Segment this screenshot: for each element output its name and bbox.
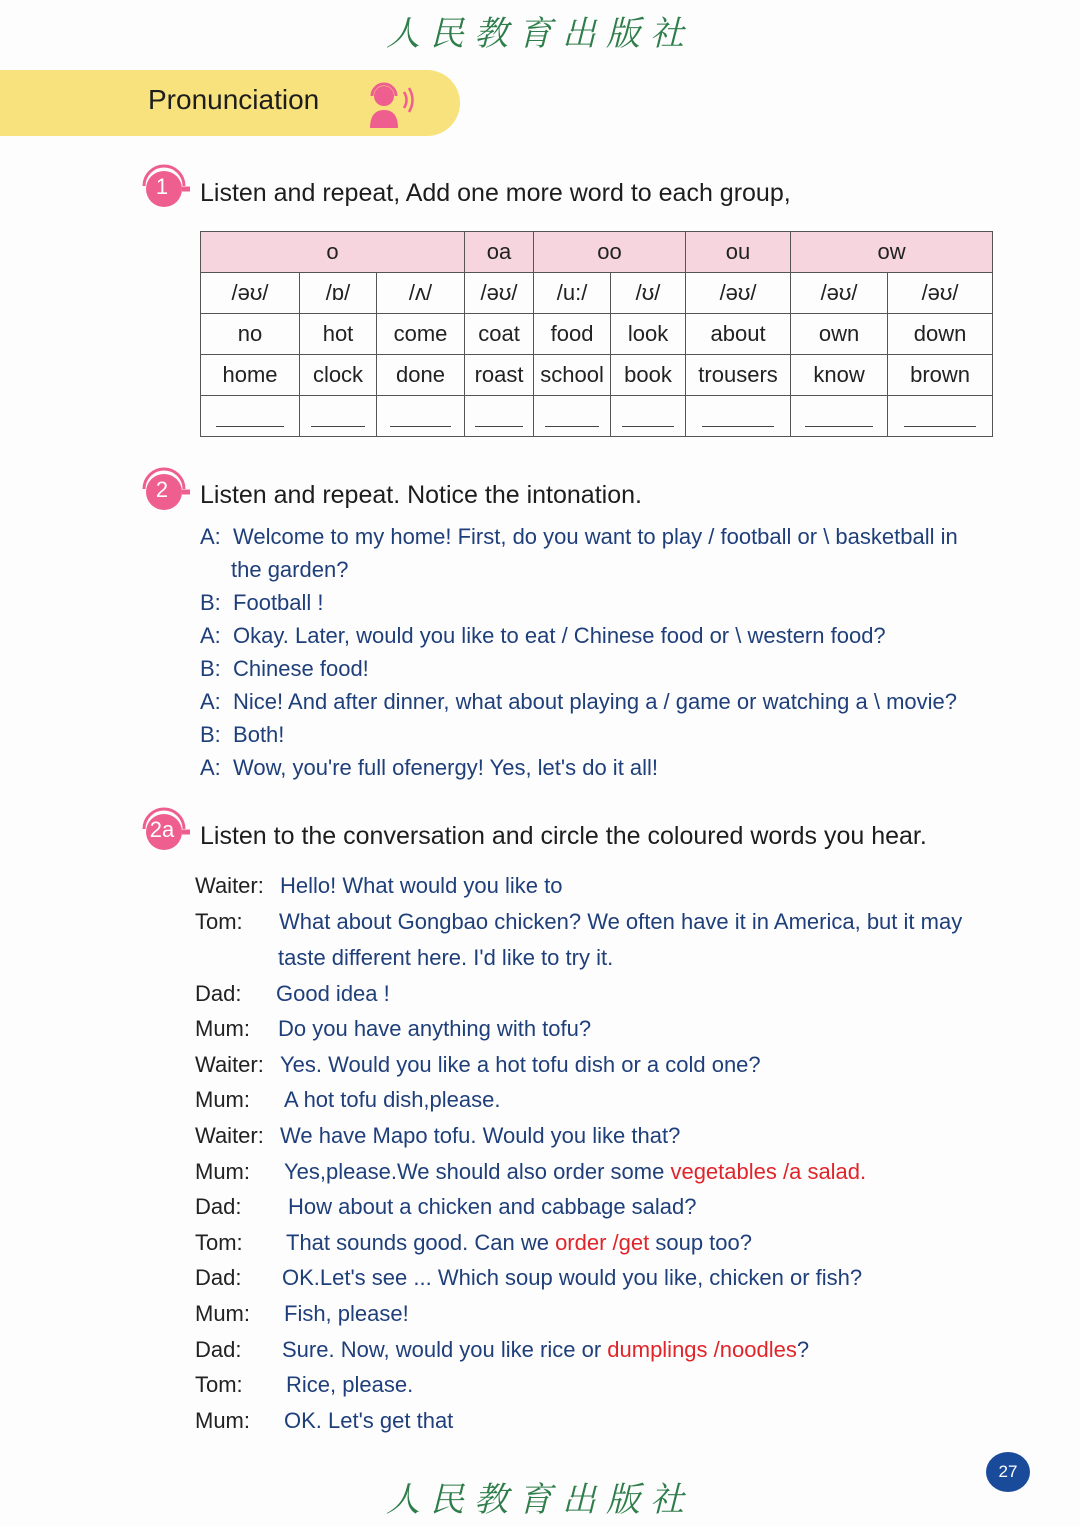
dialog-speaker: A: bbox=[200, 623, 221, 648]
answer-blank[interactable] bbox=[377, 396, 465, 437]
conversation-text: Fish, please! bbox=[284, 1301, 409, 1326]
plain-text: Yes,please.We should also order some bbox=[284, 1159, 671, 1184]
dialog-line bbox=[200, 623, 886, 649]
task-2a-instruction: Listen to the conversation and circle the coloured words you hear. bbox=[200, 822, 927, 850]
publisher-logo-top: 人民教育出版社 bbox=[386, 14, 694, 54]
answer-blank[interactable] bbox=[465, 396, 534, 437]
task-badge-2a bbox=[138, 805, 190, 857]
phonetic-cell: /u:/ bbox=[534, 273, 611, 314]
dialog-speaker: A: bbox=[200, 524, 221, 549]
task-number-2: 2 bbox=[155, 477, 169, 502]
conversation-text: OK.Let's see ... Which soup would you like, chicken or fish? bbox=[282, 1265, 863, 1290]
phonetic-cell: /əʊ/ bbox=[791, 273, 888, 314]
dialog-text: Okay. Later, would you like to eat / Chinese food or \ western food? bbox=[233, 623, 886, 648]
word-cell: clock bbox=[300, 355, 377, 396]
word-cell: know bbox=[791, 355, 888, 396]
group-header: oa bbox=[465, 232, 534, 273]
dialog-line bbox=[200, 524, 958, 550]
conversation-text bbox=[284, 1159, 866, 1185]
phonetic-cell: /əʊ/ bbox=[201, 273, 300, 314]
phonetic-cell: /ʊ/ bbox=[611, 273, 686, 314]
phonetic-row bbox=[201, 273, 993, 314]
plain-text: That sounds good. Can we bbox=[286, 1230, 556, 1255]
dialog-speaker: B: bbox=[200, 656, 221, 681]
dialog-text: Football ! bbox=[233, 590, 324, 615]
plain-text: ? bbox=[796, 1337, 810, 1362]
conversation-text bbox=[286, 1230, 752, 1256]
conversation-speaker: Waiter: bbox=[195, 1052, 264, 1077]
phonetic-cell: /əʊ/ bbox=[888, 273, 993, 314]
listening-headset-icon bbox=[364, 78, 420, 130]
dialog-text: the garden? bbox=[231, 557, 349, 582]
dialog-line bbox=[200, 689, 957, 715]
phonetic-cell: /ʌ/ bbox=[377, 273, 465, 314]
dialog-line bbox=[200, 722, 284, 748]
conversation-speaker: Dad: bbox=[195, 1194, 242, 1219]
conversation-text: Rice, please. bbox=[286, 1372, 414, 1397]
conversation-speaker: Mum: bbox=[195, 1159, 250, 1184]
word-cell: book bbox=[611, 355, 686, 396]
dialog-line bbox=[200, 656, 369, 682]
group-header: o bbox=[201, 232, 465, 273]
word-cell: food bbox=[534, 314, 611, 355]
word-cell: own bbox=[791, 314, 888, 355]
dialog-text: Nice! And after dinner, what about playing a / game or watching a \ movie? bbox=[233, 689, 958, 714]
word-cell: down bbox=[888, 314, 993, 355]
dialog-line bbox=[200, 590, 324, 616]
group-header: oo bbox=[534, 232, 686, 273]
dialog-text: Welcome to my home! First, do you want to play / football or \ basketball in bbox=[233, 524, 958, 549]
task-number-1: 1 bbox=[155, 174, 169, 199]
answer-blank[interactable] bbox=[888, 396, 993, 437]
table-header-row bbox=[201, 232, 993, 273]
conversation-text: OK. Let's get that bbox=[284, 1408, 454, 1433]
word-row bbox=[201, 355, 993, 396]
conversation-text: Do you have anything with tofu? bbox=[278, 1016, 592, 1041]
word-cell: trousers bbox=[686, 355, 791, 396]
task-badge-1 bbox=[138, 162, 190, 214]
dialog-speaker: B: bbox=[200, 722, 221, 747]
conversation-speaker: Dad: bbox=[195, 981, 242, 1006]
dialog-text: Wow, you're full ofenergy! Yes, let's do it all! bbox=[233, 755, 659, 780]
word-cell: look bbox=[611, 314, 686, 355]
conversation-speaker: Tom: bbox=[195, 1372, 243, 1397]
answer-blank[interactable] bbox=[611, 396, 686, 437]
conversation-speaker: Dad: bbox=[195, 1265, 242, 1290]
answer-blank[interactable] bbox=[201, 396, 300, 437]
conversation-text bbox=[282, 1337, 809, 1363]
conversation-text: We have Mapo tofu. Would you like that? bbox=[280, 1123, 681, 1148]
page-number: 27 bbox=[986, 1452, 1030, 1492]
conversation-speaker: Mum: bbox=[195, 1408, 250, 1433]
dialog-line bbox=[200, 755, 658, 781]
word-cell: about bbox=[686, 314, 791, 355]
answer-blank[interactable] bbox=[534, 396, 611, 437]
conversation-text: Hello! What would you like to bbox=[280, 873, 563, 898]
word-row bbox=[201, 314, 993, 355]
sound-table bbox=[200, 231, 993, 437]
phonetic-cell: /ɒ/ bbox=[300, 273, 377, 314]
group-header: ou bbox=[686, 232, 791, 273]
task-1-instruction: Listen and repeat, Add one more word to each group, bbox=[200, 179, 791, 207]
word-cell: no bbox=[201, 314, 300, 355]
publisher-logo-bottom: 人民教育出版社 bbox=[386, 1480, 694, 1520]
conversation-text: A hot tofu dish,please. bbox=[284, 1087, 501, 1112]
word-cell: come bbox=[377, 314, 465, 355]
conversation-speaker: Dad: bbox=[195, 1337, 242, 1362]
task-2-instruction: Listen and repeat. Notice the intonation. bbox=[200, 481, 642, 509]
coloured-word[interactable]: vegetables /a salad. bbox=[670, 1159, 867, 1184]
conversation-speaker: Mum: bbox=[195, 1301, 250, 1326]
word-cell: coat bbox=[465, 314, 534, 355]
dialog-line bbox=[231, 557, 348, 583]
dialog-speaker: A: bbox=[200, 689, 221, 714]
task-badge-2 bbox=[138, 465, 190, 517]
word-cell: brown bbox=[888, 355, 993, 396]
answer-blank[interactable] bbox=[686, 396, 791, 437]
section-banner bbox=[0, 70, 460, 136]
conversation-speaker: Mum: bbox=[195, 1016, 250, 1041]
word-cell: school bbox=[534, 355, 611, 396]
conversation-speaker: Waiter: bbox=[195, 1123, 264, 1148]
answer-blank[interactable] bbox=[791, 396, 888, 437]
phonetic-cell: /əʊ/ bbox=[465, 273, 534, 314]
dialog-speaker: B: bbox=[200, 590, 221, 615]
group-header: ow bbox=[791, 232, 993, 273]
phonetic-cell: /əʊ/ bbox=[686, 273, 791, 314]
conversation-text: Good idea ! bbox=[276, 981, 390, 1006]
answer-row bbox=[201, 396, 993, 437]
word-cell: home bbox=[201, 355, 300, 396]
task-number-2a: 2a bbox=[149, 817, 175, 842]
coloured-word[interactable]: dumplings /noodles bbox=[607, 1337, 797, 1362]
conversation-speaker: Tom: bbox=[195, 1230, 243, 1255]
conversation-speaker: Waiter: bbox=[195, 873, 264, 898]
section-title: Pronunciation bbox=[148, 84, 320, 115]
word-cell: done bbox=[377, 355, 465, 396]
coloured-word[interactable]: order /get bbox=[555, 1230, 650, 1255]
plain-text: soup too? bbox=[649, 1230, 752, 1255]
dialog-text: Chinese food! bbox=[233, 656, 369, 681]
conversation-speaker: Mum: bbox=[195, 1087, 250, 1112]
answer-blank[interactable] bbox=[300, 396, 377, 437]
dialog-speaker: A: bbox=[200, 755, 221, 780]
word-cell: roast bbox=[465, 355, 534, 396]
conversation-text: How about a chicken and cabbage salad? bbox=[288, 1194, 697, 1219]
conversation-text: Yes. Would you like a hot tofu dish or a cold one? bbox=[280, 1052, 761, 1077]
conversation-text: taste different here. I'd like to try it. bbox=[278, 945, 614, 970]
conversation-text: What about Gongbao chicken? We often have it in America, but it may bbox=[279, 909, 963, 934]
word-cell: hot bbox=[300, 314, 377, 355]
conversation-speaker: Tom: bbox=[195, 909, 243, 934]
plain-text: Sure. Now, would you like rice or bbox=[282, 1337, 608, 1362]
dialog-text: Both! bbox=[233, 722, 285, 747]
